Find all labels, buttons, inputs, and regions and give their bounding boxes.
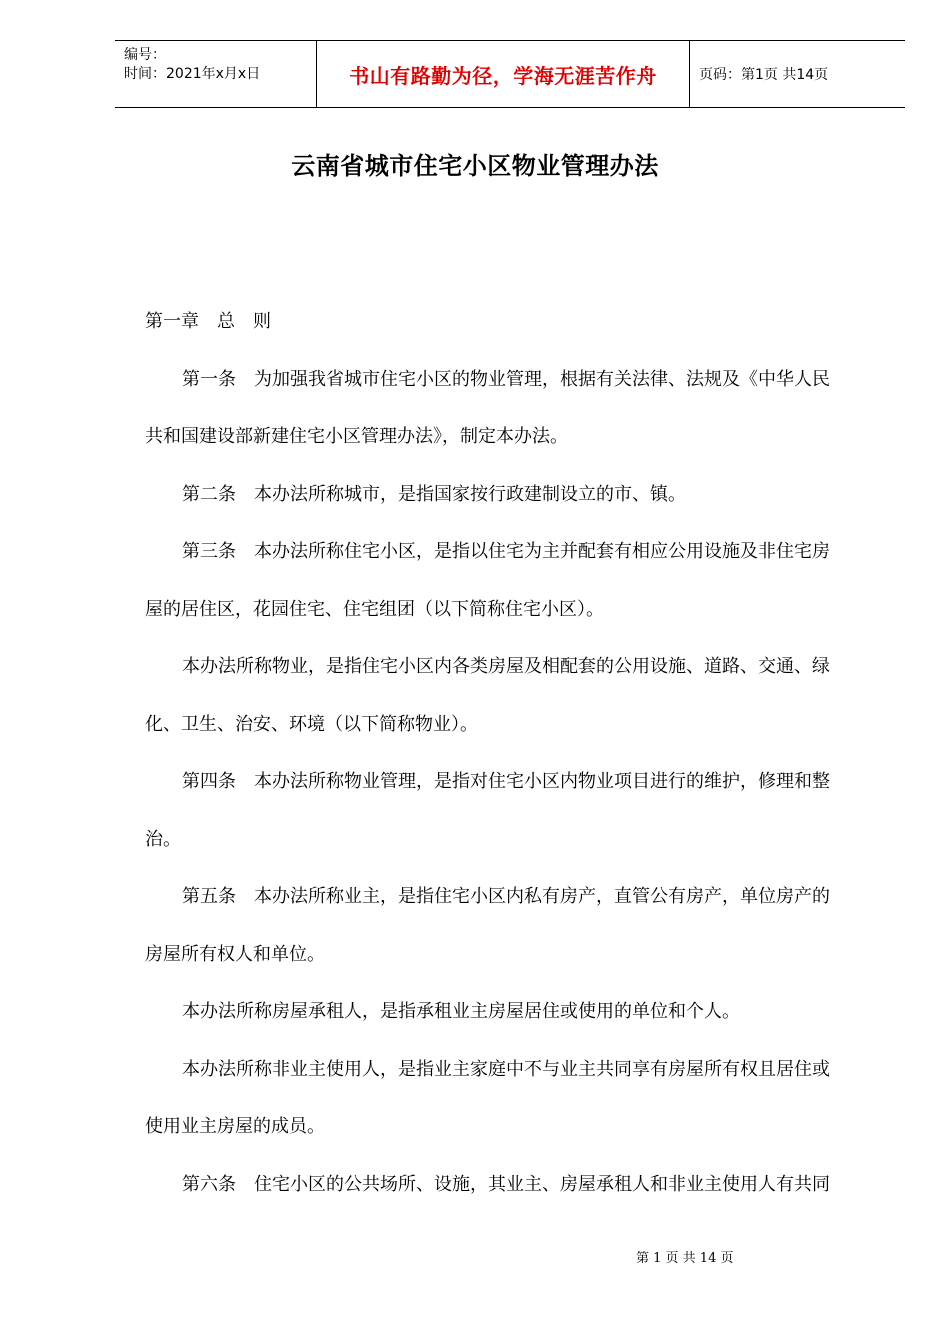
body-line: 本办法所称物业，是指住宅小区内各类房屋及相配套的公用设施、道路、交通、绿 <box>182 656 830 677</box>
serial-number-label: 编号： <box>124 47 166 63</box>
chapter-heading: 第一章 总 则 <box>145 311 271 332</box>
body-line: 第五条 本办法所称业主，是指住宅小区内私有房产，直管公有房产，单位房产的 <box>182 886 830 907</box>
body-line: 第六条 住宅小区的公共场所、设施，其业主、房屋承租人和非业主使用人有共同 <box>182 1174 830 1195</box>
page-info: 页码：第1页 共14页 <box>699 67 829 83</box>
body-line: 第一条 为加强我省城市住宅小区的物业管理，根据有关法律、法规及《中华人民 <box>182 369 830 390</box>
time-label: 时间：2021年x月x日 <box>124 66 261 82</box>
body-line: 共和国建设部新建住宅小区管理办法》，制定本办法。 <box>145 426 568 447</box>
body-line: 第二条 本办法所称城市，是指国家按行政建制设立的市、镇。 <box>182 484 686 505</box>
header-motto-cell <box>316 41 690 107</box>
header-meta-cell <box>115 41 316 107</box>
motto: 书山有路勤为径，学海无涯苦作舟 <box>349 63 657 88</box>
header-page-cell <box>690 41 905 107</box>
body-line: 房屋所有权人和单位。 <box>145 944 325 965</box>
body-line: 本办法所称房屋承租人，是指承租业主房屋居住或使用的单位和个人。 <box>182 1001 740 1022</box>
body-line: 第三条 本办法所称住宅小区，是指以住宅为主并配套有相应公用设施及非住宅房 <box>182 541 830 562</box>
body-line: 本办法所称非业主使用人，是指业主家庭中不与业主共同享有房屋所有权且居住或 <box>182 1059 830 1080</box>
body-line: 屋的居住区，花园住宅、住宅组团（以下简称住宅小区）。 <box>145 599 604 620</box>
body-line: 化、卫生、治安、环境（以下简称物业）。 <box>145 714 478 735</box>
body-line: 使用业主房屋的成员。 <box>145 1116 325 1137</box>
body-line: 第四条 本办法所称物业管理，是指对住宅小区内物业项目进行的维护，修理和整 <box>182 771 830 792</box>
page-footer: 第 1 页 共 14 页 <box>636 1251 734 1266</box>
body-line: 治。 <box>145 829 181 850</box>
document-title: 云南省城市住宅小区物业管理办法 <box>291 152 659 180</box>
document-header <box>115 40 905 108</box>
